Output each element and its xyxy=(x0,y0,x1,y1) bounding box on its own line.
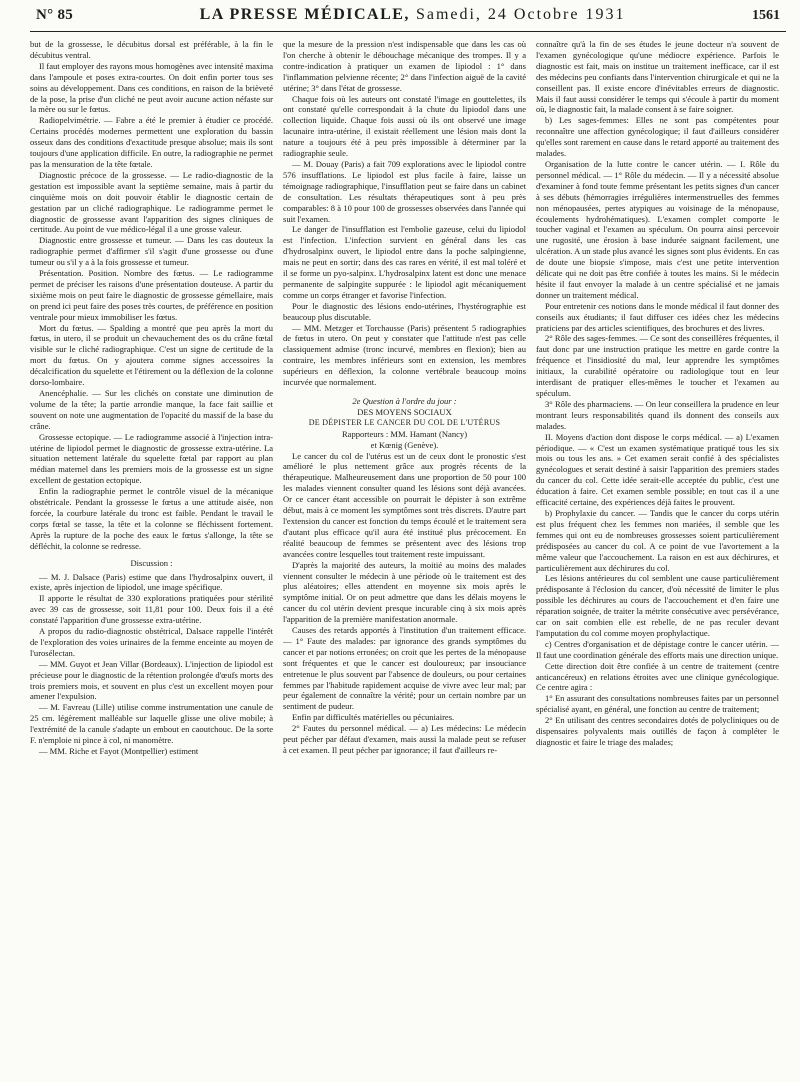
paragraph: II. Moyens d'action dont dispose le corps médical. — a) L'examen périodique. — « C'est un examen systématique pratiqué tous les six mois ou tous les ans. » Cet examen serait confié à des spécialistes gynécologues et serait destiné à saisir l'apparition des premiers stades du cancer du col. Cette idée serait-elle acceptée du public, c'est une éducation à faire. Cet examen semble possible; en tout cas il a une efficacité certaine, des expériences déjà faites le prouvent. xyxy=(536,431,779,508)
paragraph: Présentation. Position. Nombre des fœtus. — Le radiogramme permet de préciser les raisons d'une présentation douteuse. A partir du sixième mois on peut faire le diagnostic de grossesse gémellaire, mais on prend ici peut faire des poses très courtes, de préférence en position ventrale pour mieux immobiliser les fœtus. xyxy=(30,268,273,322)
column-2 xyxy=(283,39,526,1079)
paragraph: Cette direction doit être confiée à un centre de traitement (centre anticancéreux) en relations étroites avec une clinique gynécologique. Ce centre agira : xyxy=(536,660,779,693)
paragraph: Les lésions antérieures du col semblent une cause particulièrement prédisposante à l'éclosion du cancer, d'où nécessité de limiter le plus possible les déchirures au cours de l'accouchement et d'en faire une réparation soignée, de traiter la métrite consécutive avec persévérance, car on sait combien elle est rebelle, de ne pas reculer devant l'amputation du col comme moyen prophylactique. xyxy=(536,573,779,638)
paragraph: 2° Fautes du personnel médical. — a) Les médecins: Le médecin peut pécher par défaut d'examen, mais aussi la malade peut se refuser à cet examen. Il peut pécher par ignorance; il faut d'ailleurs re- xyxy=(283,723,526,755)
page-header xyxy=(30,6,786,32)
paragraph: — MM. Metzger et Torchausse (Paris) présentent 5 radiographies de fœtus in utero. On peut y constater que l'attitude n'est pas celle classiquement admise (tronc incurvé, membres en flexion); bien au contraire, les membres inférieurs sont en extension, les membres supérieurs en déflexion, la colonne vertébrale beaucoup moins incurvée que normalement. xyxy=(283,322,526,388)
column-1 xyxy=(30,39,273,1079)
paragraph: Diagnostic entre grossesse et tumeur. — Dans les cas douteux la radiographie permet d'affirmer s'il s'agit d'une grossesse ou d'une tumeur ou s'il y a à la fois grossesse et tumeur. xyxy=(30,235,273,268)
paragraph: — M. Favreau (Lille) utilise comme instrumentation une canule de 25 cm. légèrement malléable sur laquelle glisse une olive mobile; à l'extrémité de la canule s'adapte un embout en caoutchouc. De la sorte F. n'emploie ni pince à col, ni manomètre. xyxy=(30,702,273,746)
paragraph: b) Les sages-femmes: Elles ne sont pas compétentes pour reconnaître une affection gynécologique; il faut d'ailleurs considérer qu'elles sont rarement en cause dans le retard apporté au traitement des malades. xyxy=(536,115,779,159)
paragraph: DES MOYENS SOCIAUX xyxy=(357,406,452,417)
paragraph: Chaque fois où les auteurs ont constaté l'image en gouttelettes, ils ont constaté qu'elle correspondait à la chute du lipiodol dans une collection liquide. Chaque fois aussi où ils ont observé une image lacunaire intra-utérine, il existait réellement une lésion mais dont la nature a toujours été à peu près impossible à déterminer par la radiographie seule. xyxy=(283,93,526,159)
journal-title: LA PRESSE MÉDICALE, xyxy=(199,6,410,23)
paragraph: — MM. Riche et Fayot (Montpellier) estiment xyxy=(39,746,199,756)
paragraph: 1° En assurant des consultations nombreuses faites par un personnel spécialisé ayant, en général, une fonction au centre de traitement; xyxy=(536,693,779,715)
paragraph: DE DÉPISTER LE CANCER DU COL DE L'UTÉRUS xyxy=(308,417,501,427)
paragraph: Il faut employer des rayons mous homogènes avec intensité maxima dans l'ampoule et poses extra-courtes. On doit enfin porter tous ses soins au développement. Dans ces conditions, en raison de la brièveté de la pose, la prise d'un cliché ne peut avoir aucune action néfaste sur la mère ou sur le fœtus. xyxy=(30,60,273,115)
paragraph: 2° Rôle des sages-femmes. — Ce sont des conseillères fréquentes, il faut donc par une instruction pratique les mettre en garde contre la fréquence et l'insidiosité du mal, leur apprendre les symptômes initiaux, la curabilité opératoire ou radiologique tout en leur interdisant de pratiquer elles-mêmes le toucher et l'examen au spéculum. xyxy=(536,333,779,398)
paragraph: Le cancer du col de l'utérus est un de ceux dont le pronostic s'est amélioré le plus nettement grâce aux progrès récents de la thérapeutique. Malheureusement dans une proportion de 50 pour 100 les malades viennent consulter quand les lésions sont déjà avancées. Or ce cancer étant accessible on pourrait le dépister à son extrême début, mais à ce moment les symptômes sont très discrets. D'autre part l'extension du cancer est fonction du temps écoulé et le traitement sera d'autant plus efficace qu'il aura été institué plus précocement. En réalité beaucoup de femmes se présentent avec des lésions trop avancées contre lesquelles tout traitement reste impuissant. xyxy=(283,450,526,559)
paragraph: Discussion : xyxy=(130,557,173,568)
paragraph: c) Centres d'organisation et de dépistage contre le cancer utérin. — Il faut une coordination générale des efforts mais une direction unique. xyxy=(536,638,779,660)
paragraph: 2° En utilisant des centres secondaires dotés de polycliniques ou de dispensaires polyvalents mais outillés de façon à compléter le diagnostic et faire le triage des malades; xyxy=(536,715,779,747)
paragraph: Radiopelvimétrie. — Fabre a été le premier à étudier ce procédé. Certains procédés modernes permettent une exploration du bassin osseux dans des conditions d'exactitude presque absolue; mais ils sont toujours d'une application difficile. En outre, la radiographie ne permet pas la mensuration de la tête fœtale. xyxy=(30,115,273,169)
issue-date: Samedi, 24 Octobre 1931 xyxy=(415,6,626,23)
paragraph: Anencéphalie. — Sur les clichés on constate une diminution de volume de la tête; la partie arrondie manque, la face fait saillie et souvent on note une augmentation de l'opacité du massif de la base du crâne. xyxy=(30,388,273,431)
paragraph: Il apporte le résultat de 330 explorations pratiquées pour stérilité avec 39 cas de grossesse, soit 11,81 pour 100. Deux fois il a été constaté l'apparition d'une grossesse extra-utérine. xyxy=(30,593,273,626)
paragraph: Grossesse ectopique. — Le radiogramme associé à l'injection intra-utérine de lipiodol permet le diagnostic de grossesse extra-utérine. La situation nettement latérale du squelette fœtal par rapport au plan médian maternel dans les premiers mois de la grossesse est un signe excellent de gestation ectopique. xyxy=(30,431,273,486)
paragraph: Enfin par difficultés matérielles ou pécuniaires. xyxy=(292,712,455,723)
paragraph: — M. Douay (Paris) a fait 709 explorations avec le lipiodol contre 576 insufflations. Le lipiodol est plus facile à faire, laisse un témoignage radiographique, l'insufflation peut se faire dans un cabinet de consultation. Les résultats thérapeutiques sont à peu près comparables: 8 à 10 pour 100 de grossesses observées dans l'année qui suit l'examen. xyxy=(283,158,526,224)
paragraph: 2e Question à l'ordre du jour : xyxy=(352,396,457,406)
paragraph: Pour le diagnostic des lésions endo-utérines, l'hystérographie est beaucoup plus discutable. xyxy=(283,300,526,322)
paragraph: et Kœnig (Genève). xyxy=(370,439,439,450)
paragraph: but de la grossesse, le décubitus dorsal est préférable, à la fin le décubitus ventral. xyxy=(30,39,273,60)
paragraph: b) Prophylaxie du cancer. — Tandis que le cancer du corps utérin est plus fréquent chez les femmes non mariées, il semble que les femmes qui ont eu de nombreuses grossesses soient particulièrement prédisposées au cancer du col. A ce point de vue l'avortement a la même valeur que l'accouchement. La raison en est aux déchirures, et particulièrement aux déchirures du col. xyxy=(536,507,779,573)
paragraph: Mort du fœtus. — Spalding a montré que peu après la mort du fœtus, in utero, il se produit un chevauchement des os du crâne fœtal visible sur le cliché radiographique. C'est un signe de certitude de la mort du fœtus. On y ajoutera comme signes accessoires la décalcification du squelette et l'étirement ou la déflexion de la colonne dorso-lombaire. xyxy=(30,322,273,388)
paragraph: — MM. Guyot et Jean Villar (Bordeaux). L'injection de lipiodol est précieuse pour le diagnostic de la rétention prolongée d'œufs morts des trois premiers mois, et souvent en plus c'est un excellent moyen pour amener l'expulsion. xyxy=(30,658,273,702)
paragraph: Causes des retards apportés à l'institution d'un traitement efficace. — 1° Faute des malades: par ignorance des grands symptômes du cancer et par notions erronées; on croit que les pertes de la ménopause sont fréquentes et que le cancer est douloureux; par insouciance entretenue le plus souvent par l'absence de douleurs, ou pour certaines femmes par l'habitude rapidement acquise de vivre avec leur mal; par peur également de connaître la vérité; pour un certain nombre par un sentiment de pudeur. xyxy=(283,625,526,712)
paragraph: Rapporteurs : MM. Hamant (Nancy) xyxy=(341,428,468,439)
paragraph: Pour entretenir ces notions dans le monde médical il faut donner des conseils aux étudiants; il faut diffuser ces idées chez les médecins praticiens par des articles scientifiques, des brochures et des livres. xyxy=(536,300,779,333)
paragraph: A propos du radio-diagnostic obstétrical, Dalsace rappelle l'intérêt de l'exploration des voies urinaires de la femme enceinte au moyen de l'urosélectan. xyxy=(30,626,273,658)
paragraph: D'après la majorité des auteurs, la moitié au moins des malades viennent consulter le médecin à une période où le traitement est des plus aléatoires; elles attendent en moyenne six mois après le symptôme initial. Or on peut admettre que dans les délais moyens le cancer du col utérin devient presque incurable cinq à six mois après l'apparition de la première manifestation anormale. xyxy=(283,559,526,625)
paragraph: Organisation de la lutte contre le cancer utérin. — I. Rôle du personnel médical. — 1° Rôle du médecin. — Il y a nécessité absolue d'examiner à fond toute femme présentant les petits signes d'un cancer à ses débuts (hémorragies irrégulières intermenstruelles des femmes non ménopausées, pertes atypiques au voisinage de la ménopause, écoulements hydrohématiques). L'examen complet comporte le toucher vaginal et l'examen au spéculum. On pourra ainsi percevoir une rugosité, une érosion à base indurée saignant facilement, une ulcération. A un stade plus avancé les signes sont plus évidents. En cas de doute une biopsie s'impose, mais c'est une petite intervention délicate qui ne doit pas être confiée à toutes les mains. Si le médecin hésite il faut envoyer la malade à un centre spécialisé et ne jamais donner un traitement médical. xyxy=(536,158,779,300)
article-columns xyxy=(30,39,786,1079)
issue-number: N° 85 xyxy=(36,7,74,23)
paragraph: connaître qu'à la fin de ses études le jeune docteur n'a souvent de l'examen gynécologique qu'une médiocre expérience. Parfois le diagnostic est fait, mais on institue un traitement inefficace, car il est des médecins peu confiants dans l'intervention chirurgicale et qui ne la conseillent pas. Il existe encore d'inévitables erreurs de diagnostic. Mais il faut aussi considérer le temps qui s'écoule à partir du moment où, le diagnostic fait, la malade consent à se faire soigner. xyxy=(536,39,779,115)
paragraph: Enfin la radiographie permet le contrôle visuel de la mécanique obstétricale. Pendant la grossesse le fœtus a une attitude aisée, non forcée, la courbure latérale du tronc est faible. Pendant le travail le corps fœtal se tasse, la tête et la colonne se fléchissent fortement. Après la rupture de la poche des eaux le fœtus s'allonge, la tête se défléchit, la colonne se redresse. xyxy=(30,486,273,551)
paragraph: 3° Rôle des pharmaciens. — On leur conseillera la prudence en leur montrant leurs responsabilités quand ils donnent des conseils aux malades. xyxy=(536,398,779,431)
masthead xyxy=(200,6,626,24)
paragraph: Le danger de l'insufflation est l'embolie gazeuse, celui du lipiodol est l'infection. L'infection survient en général dans les cas d'hydrosalpinx ouvert, le lipiodol entre dans la poche salpingienne, mais ne peut en sortir; dans des cas rares en vérité, il est mal toléré et il se forme un pyo-salpinx. L'hydrosalpinx latent est donc une menace permanente de salpingite suppurée : le lipiodol agit mécaniquement comme un corps étranger et favorise l'infection. xyxy=(283,224,526,300)
paragraph: que la mesure de la pression n'est indispensable que dans les cas où l'on cherche à obtenir le débouchage mécanique des trompes. Il y a contre-indication à pratiquer un examen de lipiodol : 1° dans l'inflammation pelvienne récente; 2° dans l'infection aiguë de la cavité utérine; 3° dans l'état de grossesse. xyxy=(283,39,526,93)
page-number: 1561 xyxy=(751,8,780,23)
column-3 xyxy=(536,39,779,1079)
paragraph: — M. J. Dalsace (Paris) estime que dans l'hydrosalpinx ouvert, il existe, après injection de lipiodol, une image spécifique. xyxy=(30,571,273,593)
paragraph: Diagnostic précoce de la grossesse. — Le radio-diagnostic de la gestation est impossible avant la septième semaine, mais à partir du cinquième mois on doit pouvoir établir le diagnostic certain de gestation par un cliché radiographique. Le radiogramme permet le diagnostic de grossesse avant l'apparition des signes cliniques de certitude. Au point de vue médico-légal il a une grosse valeur. xyxy=(30,169,273,235)
